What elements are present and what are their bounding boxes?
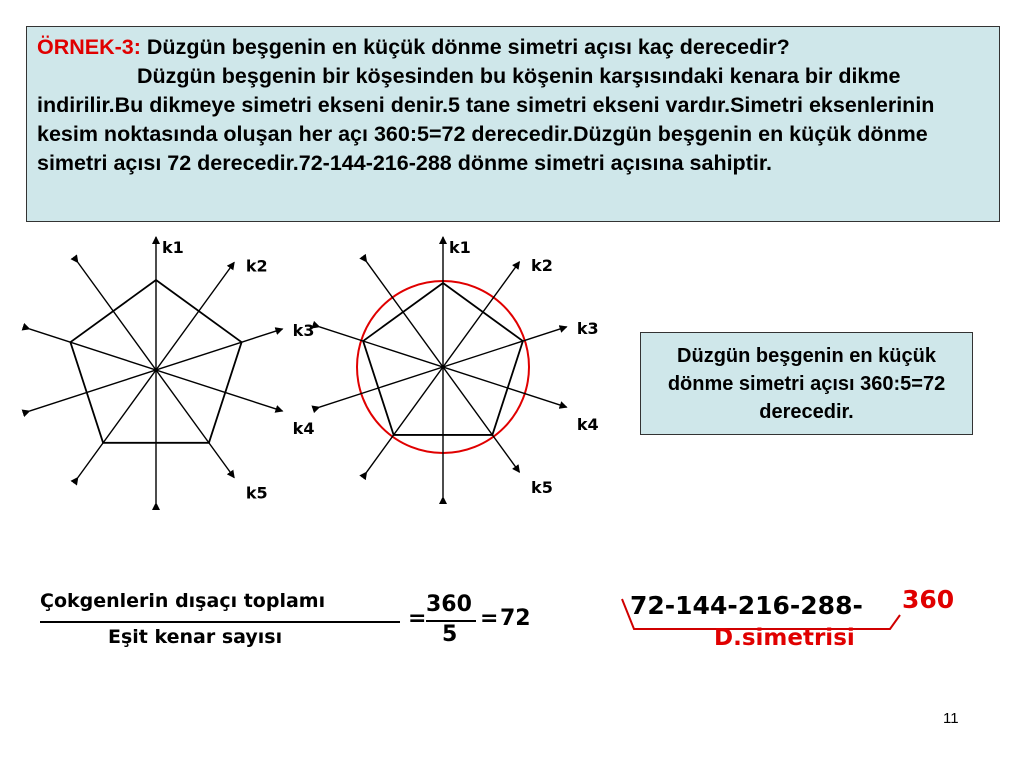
rotation-label: D.simetrisi: [714, 625, 855, 651]
axis-label: k5: [531, 477, 553, 497]
pentagon-diagram-right: [319, 237, 598, 497]
axis-label: k3: [292, 321, 315, 341]
formula-equals-1: =: [408, 606, 427, 631]
axis-label: k1: [449, 238, 471, 257]
example-question: Düzgün beşgenin en küçük dönme simetri açısı kaç derecedir?: [146, 35, 790, 59]
example-explanation: Düzgün beşgenin bir köşesinden bu köşenin karşısındaki kenara bir dikme indirilir.Bu dikmeye simetri ekseni denir.5 tane simetri ekseni vardır.Simetri eksenlerinin kesim noktasında oluşan her açı 360:5=72 derecedir.Düzgün beşgenin en küçük dönme simetri açısı 72 derecedir.72-144-216-288 dönme simetri açısına sahiptir.: [37, 64, 935, 175]
rotation-symmetry: [618, 585, 978, 665]
fraction-bar: [40, 621, 400, 623]
formula-equals-2: =: [480, 606, 499, 631]
axis-label: k4: [292, 418, 315, 438]
axis-label: k2: [531, 256, 553, 276]
axis-label: k1: [162, 238, 184, 257]
formula-numerator: Çokgenlerin dışaçı toplamı: [40, 590, 326, 612]
formula-fraction-denominator: 5: [442, 622, 458, 647]
axis-label: k4: [576, 414, 599, 434]
pentagon-diagram-left: [30, 237, 315, 503]
formula-result: 72: [500, 606, 531, 631]
formula-denominator: Eşit kenar sayısı: [108, 626, 283, 648]
formula-fraction-numerator: 360: [426, 592, 472, 617]
page-number: 11: [943, 710, 959, 727]
formula: [40, 588, 560, 658]
example-label: ÖRNEK-3:: [37, 35, 141, 59]
rotation-sequence: 72-144-216-288-: [630, 591, 863, 620]
axis-label: k3: [576, 319, 599, 339]
axis-label: k2: [245, 256, 268, 276]
rotation-final: 360: [902, 585, 955, 614]
side-note-text: Düzgün beşgenin en küçük dönme simetri açısı 360:5=72 derecedir.: [667, 345, 946, 423]
side-note-box: [640, 332, 973, 435]
axis-label: k5: [245, 483, 268, 503]
